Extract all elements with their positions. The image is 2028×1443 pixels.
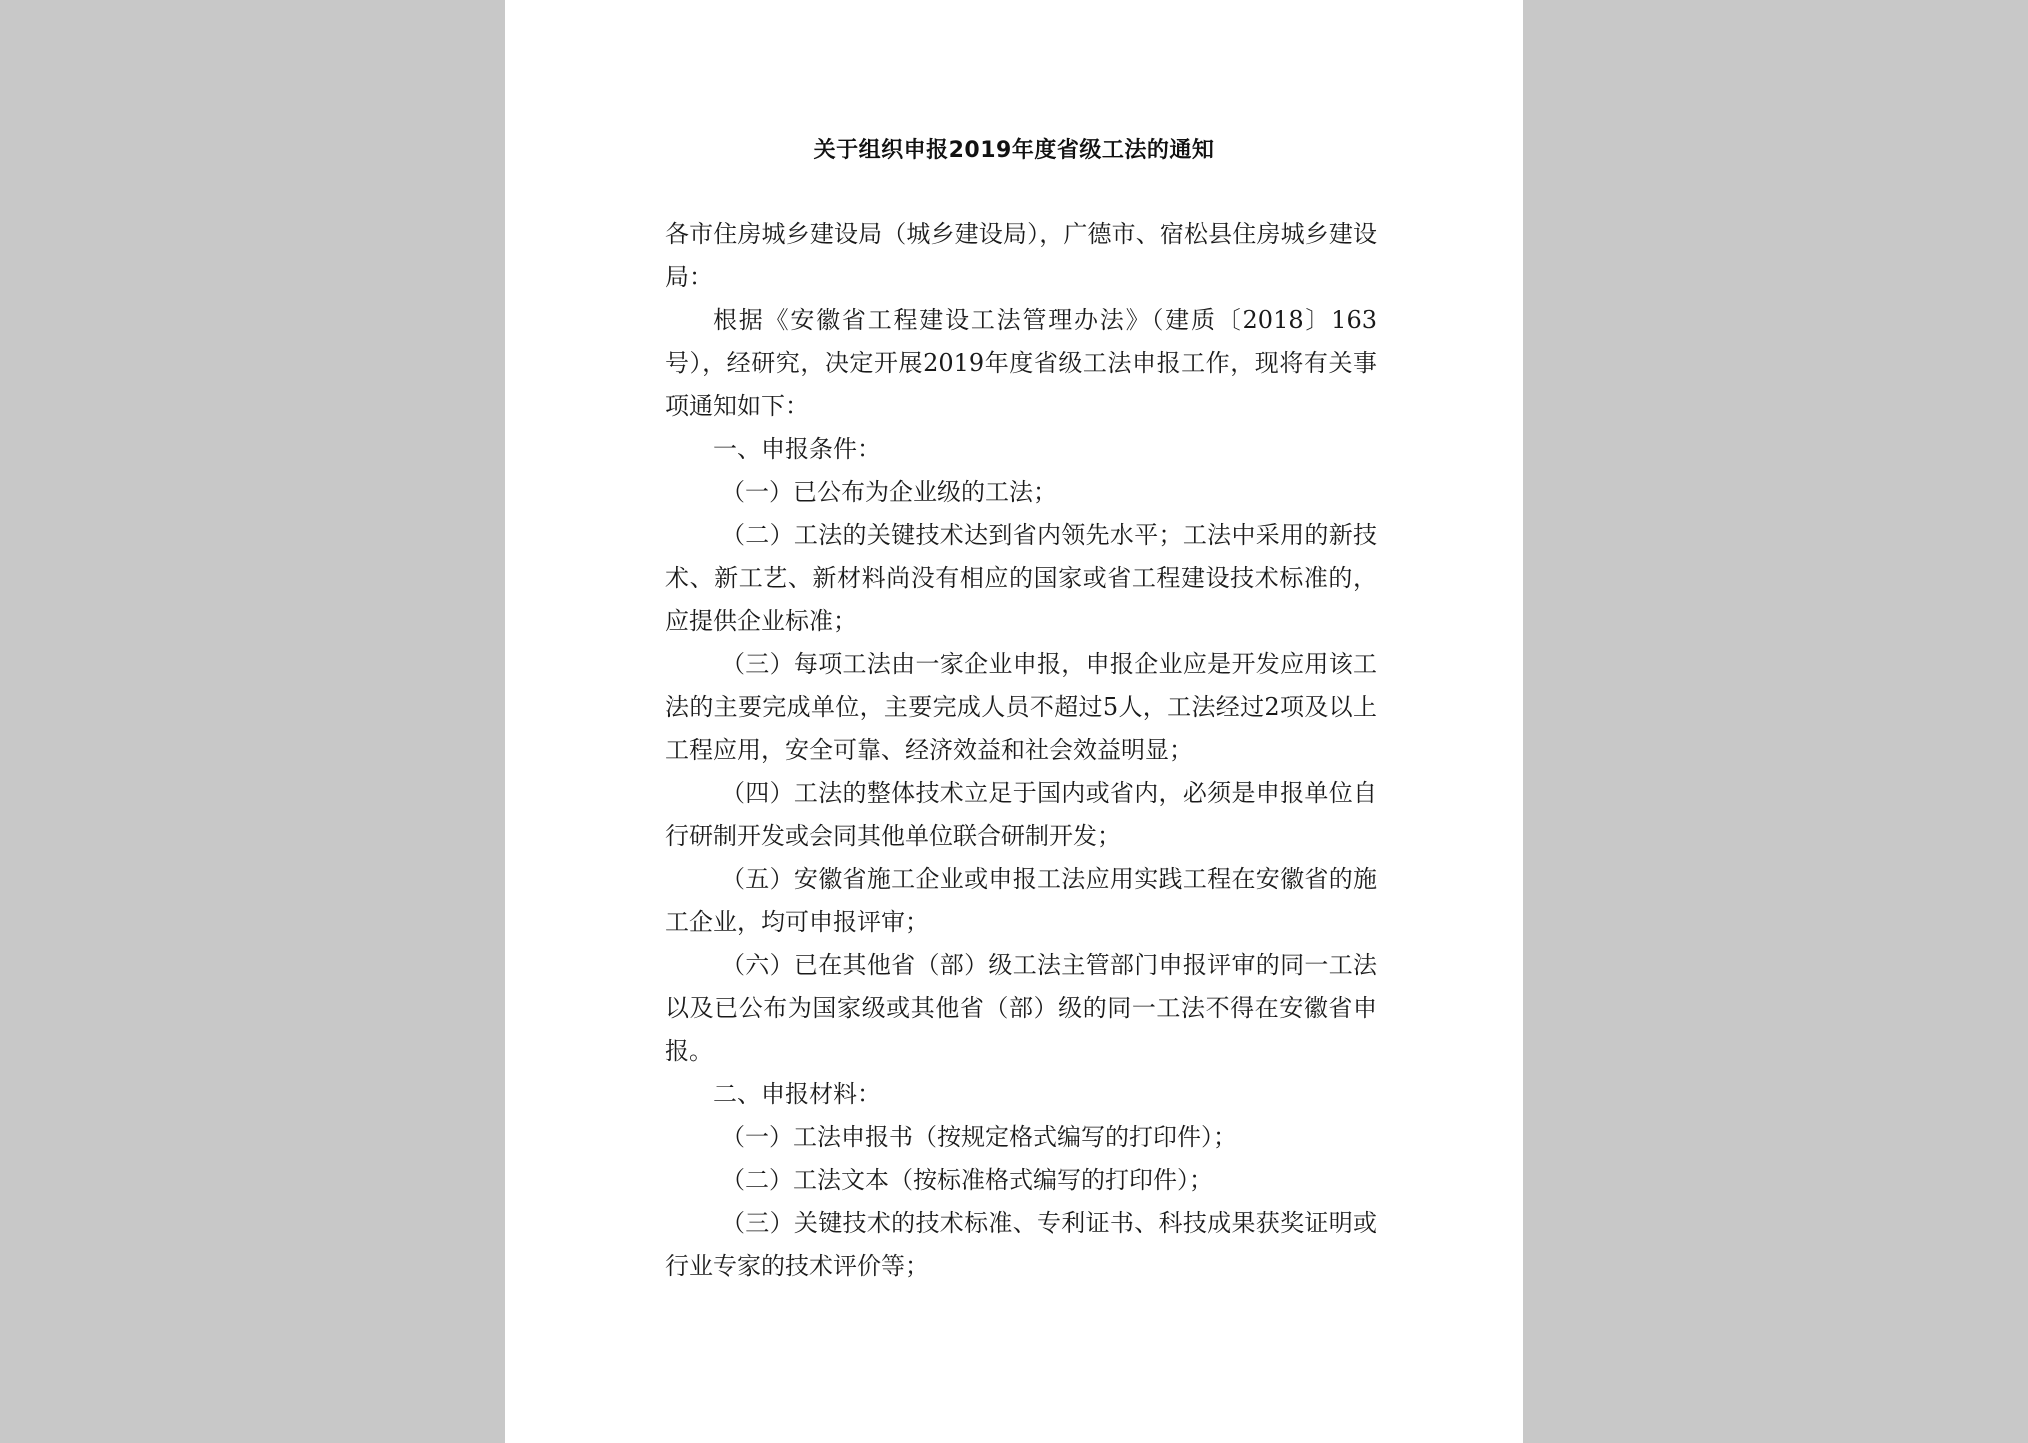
condition-item-5: （五）安徽省施工企业或申报工法应用实践工程在安徽省的施工企业，均可申报评审； [665,865,1377,936]
document-page [505,0,1523,1443]
material-item-1: （一）工法申报书（按规定格式编写的打印件）； [721,1123,1237,1151]
section-heading-materials: 二、申报材料： [713,1080,881,1108]
condition-item-6: （六）已在其他省（部）级工法主管部门申报评审的同一工法以及已公布为国家级或其他省（部）级的同一工法不得在安徽省申报。 [665,951,1377,1065]
condition-item-1: （一）已公布为企业级的工法； [721,478,1057,506]
material-item-2: （二）工法文本（按标准格式编写的打印件）； [721,1166,1213,1194]
section-heading-conditions: 一、申报条件： [713,435,881,463]
condition-item-4: （四）工法的整体技术立足于国内或省内，必须是申报单位自行研制开发或会同其他单位联合研制开发； [665,779,1377,850]
paragraph-addressee: 各市住房城乡建设局（城乡建设局），广德市、宿松县住房城乡建设局： [665,220,1377,291]
paragraph-intro: 根据《安徽省工程建设工法管理办法》（建质〔2018〕163号），经研究，决定开展2019年度省级工法申报工作，现将有关事项通知如下： [665,306,1377,420]
material-item-3: （三）关键技术的技术标准、专利证书、科技成果获奖证明或行业专家的技术评价等； [665,1209,1377,1280]
condition-item-2: （二）工法的关键技术达到省内领先水平；工法中采用的新技术、新工艺、新材料尚没有相应的国家或省工程建设技术标准的，应提供企业标准； [665,521,1377,635]
document-body [665,213,1377,1288]
document-title: 关于组织申报2019年度省级工法的通知 [813,138,1215,163]
condition-item-3: （三）每项工法由一家企业申报，申报企业应是开发应用该工法的主要完成单位，主要完成人员不超过5人，工法经过2项及以上工程应用，安全可靠、经济效益和社会效益明显； [665,650,1377,764]
